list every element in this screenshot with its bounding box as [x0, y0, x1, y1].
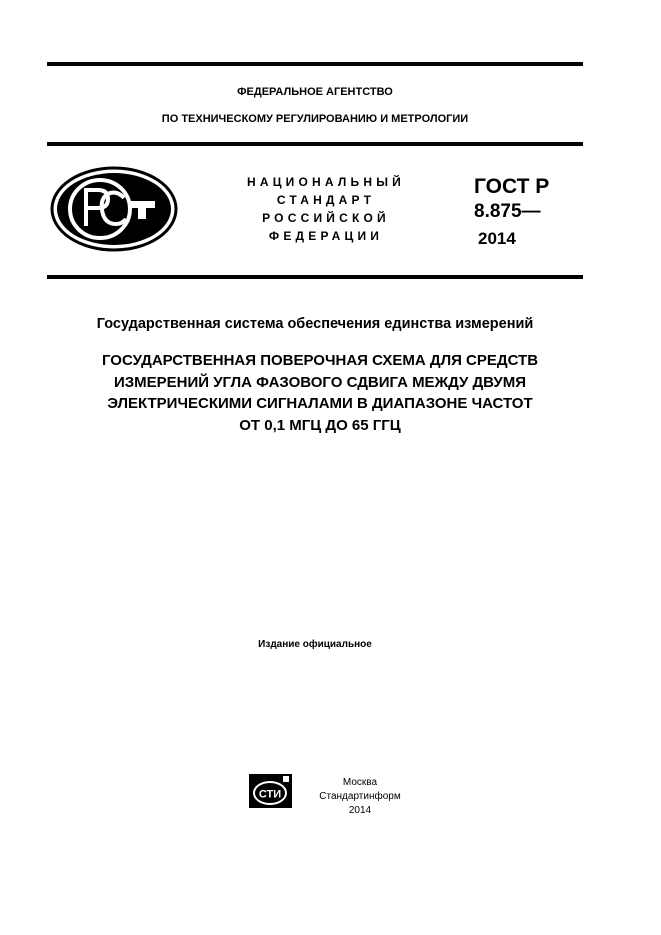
title-line-1: ГОСУДАРСТВЕННАЯ ПОВЕРОЧНАЯ СХЕМА ДЛЯ СРЕДСТВ: [101, 352, 539, 369]
title-line-2: ИЗМЕРЕНИЙ УГЛА ФАЗОВОГО СДВИГА МЕЖДУ ДВУМЯ: [113, 373, 527, 391]
agency-name-line1: ФЕДЕРАЛЬНОЕ АГЕНТСТВО: [237, 86, 393, 98]
publisher-city: Москва: [342, 777, 378, 788]
natstd-line-4: ФЕДЕРАЦИИ: [268, 229, 384, 243]
standard-block-rule: [47, 275, 583, 279]
series-title: Государственная система обеспечения единства измерений: [96, 316, 534, 332]
header-rule: [47, 142, 583, 146]
title-line-3: ЭЛЕКТРИЧЕСКИМИ СИГНАЛАМИ В ДИАПАЗОНЕ ЧАСТОТ: [107, 395, 533, 412]
standartinform-logo: [249, 774, 292, 808]
publisher-logo-text: СТИ: [258, 788, 282, 801]
natstd-line-1: НАЦИОНАЛЬНЫЙ: [246, 175, 406, 189]
official-edition-label: Издание официальное: [258, 639, 372, 650]
natstd-line-3: РОССИЙСКОЙ: [262, 211, 390, 225]
gost-number: 8.875—: [474, 201, 541, 222]
gost-year: 2014: [478, 229, 516, 248]
document-title: [70, 350, 570, 436]
publisher-name: Стандартинформ: [319, 791, 401, 802]
gost-emblem-logo: [50, 166, 178, 252]
gost-designation: ГОСТ Р: [474, 175, 550, 198]
agency-name-line2: ПО ТЕХНИЧЕСКОМУ РЕГУЛИРОВАНИЮ И МЕТРОЛОГИИ: [161, 113, 469, 125]
publisher-year: 2014: [348, 805, 372, 816]
top-rule: [47, 62, 583, 66]
national-standard-label: [228, 173, 424, 245]
natstd-line-2: СТАНДАРТ: [276, 193, 376, 207]
title-line-4: ОТ 0,1 МГЦ ДО 65 ГГЦ: [239, 416, 401, 434]
